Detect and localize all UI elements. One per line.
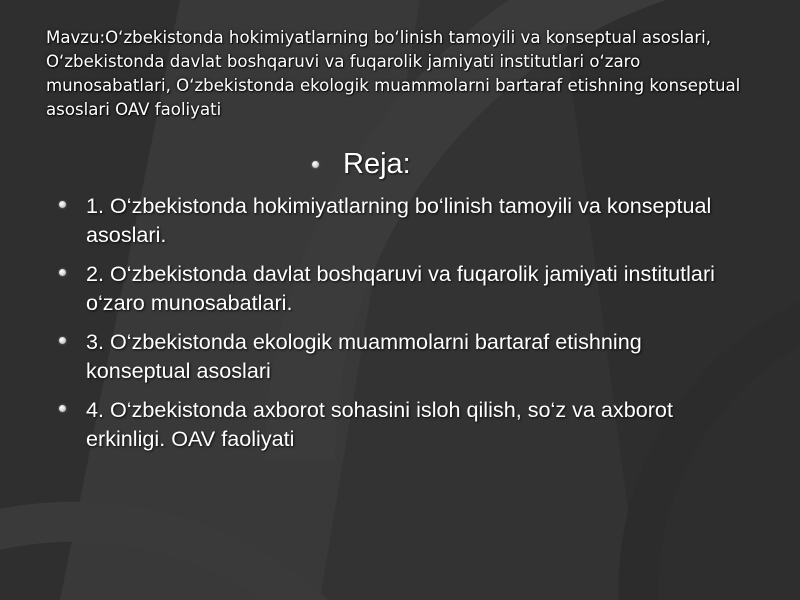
agenda-item-text: 2. O‘zbekistonda davlat boshqaruvi va fuqarolik jamiyati institutlari o‘zaro munosabatlari. [86, 261, 715, 315]
bullet-icon [59, 405, 66, 412]
agenda-item-text: 1. O‘zbekistonda hokimiyatlarning bo‘linish tamoyili va konseptual asoslari. [86, 193, 712, 247]
agenda-heading [312, 144, 411, 184]
bullet-icon [59, 201, 66, 208]
agenda-item [56, 191, 746, 249]
agenda-item [56, 259, 746, 317]
agenda-heading-text: Reja: [343, 148, 411, 180]
agenda-item [56, 327, 746, 385]
agenda-item-text: 4. O‘zbekistonda axborot sohasini isloh qilish, so‘z va axborot erkinligi. OAV faoliyati [86, 397, 673, 451]
bullet-icon [312, 161, 319, 168]
agenda-item [56, 395, 746, 453]
agenda-item-text: 3. O‘zbekistonda ekologik muammolarni bartaraf etishning konseptual asoslari [86, 329, 642, 383]
agenda-list [56, 191, 746, 463]
slide-title: Mavzu:O‘zbekistonda hokimiyatlarning bo‘linish tamoyili va konseptual asoslari, O‘zbekistonda davlat boshqaruvi va fuqarolik jamiyati institutlari o‘zaro munosabatlari, O‘zbekistonda ekologik muammolarni bartaraf etishning konseptual asoslari OAV faoliyati [46, 28, 741, 119]
bullet-icon [59, 269, 66, 276]
bullet-icon [59, 337, 66, 344]
